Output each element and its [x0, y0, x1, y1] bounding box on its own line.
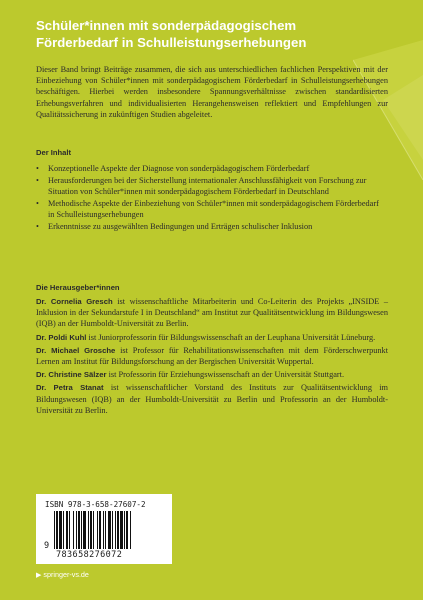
contents-heading: Der Inhalt — [36, 148, 72, 157]
editor-name: Dr. Christine Sälzer — [36, 370, 107, 380]
editor-name: Dr. Cornelia Gresch — [36, 297, 113, 306]
editor-bio — [36, 332, 388, 343]
contents-item-text: Konzeptionelle Aspekte der Diagnose von sonderpädagogischem Förderbedarf — [48, 164, 310, 173]
editors-list — [36, 296, 388, 418]
publisher-url-text: springer-vs.de — [43, 570, 89, 579]
editor-description: ist wissenschaftliche Mitarbeiterin und Co-Leiterin des Projekts „INSIDE – Inklusion in der Sekundarstufe I in Deutschland“ am Institut zur Qualitätsentwicklung im Bildungswesen (IQB) an der Humboldt-Universität zu Berlin. — [36, 297, 388, 329]
isbn-label: ISBN 978-3-658-27607-2 — [45, 500, 146, 509]
editor-description: ist Juniorprofessorin für Bildungswissenschaft an der Leuphana Universität Lüneburg. — [86, 332, 376, 342]
bullet-icon: • — [36, 164, 39, 173]
book-title: Schüler*innen mit sonderpädagogischem Förderbedarf in Schulleistungserhebungen — [36, 18, 307, 50]
bullet-icon: • — [36, 221, 39, 231]
contents-item-text: Methodische Aspekte der Einbeziehung von Schüler*innen mit sonderpädagogischem Förderbedarf in Schulleistungserhebungen — [48, 198, 379, 219]
contents-item-text: Erkenntnisse zu ausgewählten Bedingungen und Erträgen schulischer Inklusion — [48, 221, 313, 231]
editors-heading: Die Herausgeber*innen — [36, 283, 120, 292]
contents-item — [36, 163, 382, 174]
contents-item — [36, 175, 382, 197]
editor-description: ist Professor für Rehabilitationswissenschaften mit dem Förderschwerpunkt Lernen am Institut für Bildungsforschung an der Bergischen Universität Wuppertal. — [36, 345, 389, 367]
contents-item — [36, 198, 382, 220]
barcode-digits: 783658276072 — [56, 550, 123, 560]
intro-paragraph: Dieser Band bringt Beiträge zusammen, die sich aus unterschiedlichen fachlichen Perspektiven mit der Einbeziehung von Schüler*innen mit sonderpädagogischem Förderbedarf in Schulleistungserhebungen beschäftigen. Hierbei werden insbesondere Spannungsverhältnisse zwischen standardisierten Erhebungsverfahren und individualisierten Herangehensweisen reflektiert und Empfehlungen zur Qualitätssicherung in zukünftigen Studien abgeleitet. — [36, 65, 388, 119]
publisher-url[interactable] — [36, 570, 89, 579]
editor-bio — [36, 382, 388, 416]
editor-name: Dr. Michael Grosche — [36, 345, 116, 355]
editor-description: ist Professorin für Erziehungswissenschaft an der Universität Stuttgart. — [106, 370, 345, 380]
contents-item-text: Herausforderungen bei der Sicherstellung internationaler Anschlussfähigkeit von Forschung zur Situation von Schüler*innen mit sonderpädagogischem Förderbedarf in Deutschland — [48, 175, 367, 196]
contents-item — [36, 221, 382, 232]
bullet-icon: • — [36, 198, 39, 208]
contents-list — [36, 163, 382, 232]
editor-bio — [36, 296, 388, 330]
editor-bio — [36, 369, 388, 380]
barcode-lead-digit: 9 — [44, 541, 50, 551]
editor-name: Dr. Poldi Kuhl — [36, 332, 87, 342]
arrow-right-icon: ▶ — [36, 572, 42, 579]
isbn-barcode-box — [36, 494, 172, 564]
barcode-icon — [54, 511, 166, 549]
bullet-icon: • — [36, 175, 39, 185]
editor-name: Dr. Petra Stanat — [36, 383, 104, 393]
editor-description: ist wissenschaftlicher Vorstand des Instituts zur Qualitätsentwicklung im Bildungswesen (IQB) an der Humboldt-Universität zu Berlin und Professorin an der Humboldt-Universität zu Berlin. — [36, 383, 388, 415]
editor-bio — [36, 345, 388, 367]
